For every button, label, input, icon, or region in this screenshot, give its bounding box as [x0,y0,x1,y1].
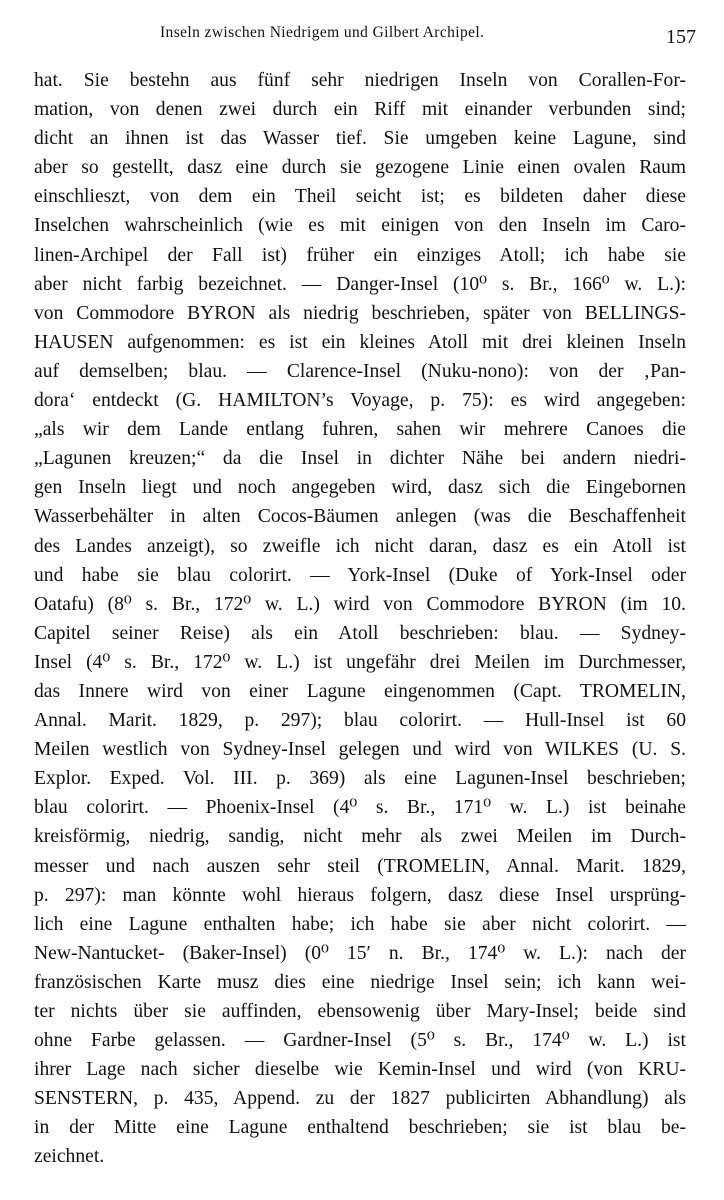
text-line: in der Mitte eine Lagune enthaltend beschrieben; sie ist blau be- [34,1117,686,1139]
text-line: hat. Sie bestehn aus fünf sehr niedrigen Inseln von Corallen-For- [34,70,686,91]
page-header [0,18,724,58]
text-line: Wasserbehälter in alten Cocos-Bäumen anlegen (was die Beschaffenheit [34,506,686,528]
text-line: französischen Karte musz dies eine niedrige Insel sein; ich kann wei- [34,971,686,993]
text-line: linen-Archipel der Fall ist) früher ein einziges Atoll; ich habe sie [34,244,686,266]
text-line: blau colorirt. — Phoenix-Insel (4⁰ s. Br., 171⁰ w. L.) ist beinahe [34,797,686,819]
text-line: aber nicht farbig bezeichnet. — Danger-Insel (10⁰ s. Br., 166⁰ w. L.): [34,273,686,295]
text-line: Explor. Exped. Vol. III. p. 369) als eine Lagunen-Insel beschrieben; [34,768,686,790]
text-line: ihrer Lage nach sicher dieselbe wie Kemin-Insel und wird (von KRU- [34,1059,686,1081]
text-line: messer und nach auszen sehr steil (TROMELIN, Annal. Marit. 1829, [34,855,686,877]
text-line: gen Inseln liegt und noch angegeben wird, dasz sich die Eingebornen [34,477,686,499]
text-line: Insel (4⁰ s. Br., 172⁰ w. L.) ist ungefähr drei Meilen im Durchmesser, [34,651,686,673]
text-line: lich eine Lagune enthalten habe; ich habe sie aber nicht colorirt. — [34,913,686,935]
text-line: dora‘ entdeckt (G. HAMILTON’s Voyage, p. 75): es wird angegeben: [34,390,686,412]
text-line: Capitel seiner Reise) als ein Atoll beschrieben: blau. — Sydney- [34,622,686,644]
text-line: das Innere wird von einer Lagune eingenommen (Capt. TROMELIN, [34,680,686,702]
text-line: von Commodore BYRON als niedrig beschrieben, später von BELLINGS- [34,302,686,324]
text-line: New-Nantucket- (Baker-Insel) (0⁰ 15′ n. Br., 174⁰ w. L.): nach der [34,942,686,964]
text-line: HAUSEN aufgenommen: es ist ein kleines Atoll mit drei kleinen Inseln [34,331,686,353]
text-line: p. 297): man könnte wohl hieraus folgern, dasz diese Insel ursprüng- [34,884,686,906]
text-line: des Landes anzeigt), so zweifle ich nicht daran, dasz es ein Atoll ist [34,535,686,557]
text-line: Inselchen wahrscheinlich (wie es mit einigen von den Inseln im Caro- [34,215,686,237]
text-line: ter nichts über sie auffinden, ebensowenig über Mary-Insel; beide sind [34,1001,686,1022]
text-line: „als wir dem Lande entlang fuhren, sahen wir mehrere Canoes die [34,419,686,441]
text-line: auf demselben; blau. — Clarence-Insel (Nuku-nono): von der ‚Pan- [34,360,686,382]
text-line: Meilen westlich von Sydney-Insel gelegen und wird von WILKES (U. S. [34,739,686,761]
body-text [34,66,686,1172]
text-line: ohne Farbe gelassen. — Gardner-Insel (5⁰ s. Br., 174⁰ w. L.) ist [34,1030,686,1052]
text-line: mation, von denen zwei durch ein Riff mit einander verbunden sind; [34,99,686,121]
text-line: und habe sie blau colorirt. — York-Insel (Duke of York-Insel oder [34,564,686,586]
text-line: SENSTERN, p. 435, Append. zu der 1827 publicirten Abhandlung) als [34,1088,686,1110]
text-line: zeichnet. [34,1146,105,1168]
text-line: „Lagunen kreuzen;“ da die Insel in dichter Nähe bei andern niedri- [34,448,686,470]
text-line: einschlieszt, von dem ein Theil seicht ist; es bildeten daher diese [34,186,686,208]
text-line: aber so gestellt, dasz eine durch sie gezogene Linie einen ovalen Raum [34,157,686,179]
text-line: kreisförmig, niedrig, sandig, nicht mehr als zwei Meilen im Durch- [34,826,686,848]
page-number: 157 [666,26,696,48]
text-line: Oatafu) (8⁰ s. Br., 172⁰ w. L.) wird von Commodore BYRON (im 10. [34,593,686,615]
running-title: Inseln zwischen Niedrigem und Gilbert Archipel. [160,24,485,41]
text-line: Annal. Marit. 1829, p. 297); blau colorirt. — Hull-Insel ist 60 [34,710,686,732]
text-line: dicht an ihnen ist das Wasser tief. Sie umgeben keine Lagune, sind [34,128,686,150]
